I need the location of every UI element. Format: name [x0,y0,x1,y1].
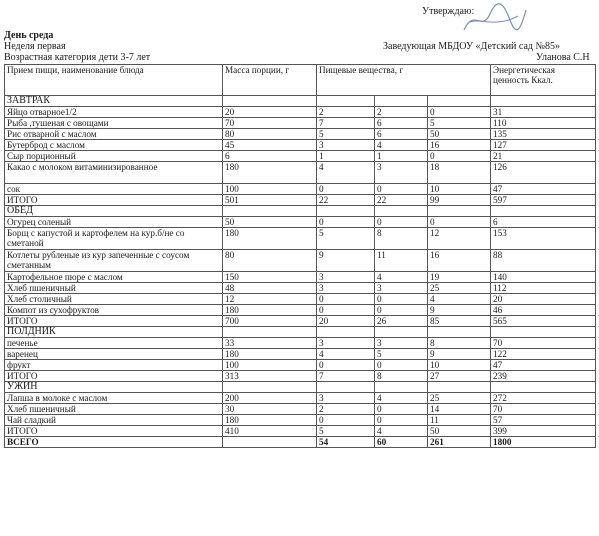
dish-mass: 50 [223,217,317,228]
total-f: 26 [375,316,428,327]
total-e: 239 [491,371,596,382]
total-mass: 313 [223,371,317,382]
dish-fat: 0 [375,404,428,415]
grand-p: 54 [317,437,375,448]
dish-name: Лапша в молоке с маслом [5,393,223,404]
dish-mass: 180 [223,415,317,426]
empty-cell [223,206,317,217]
empty-cell [491,96,596,107]
empty-cell [491,382,596,393]
dish-name: Хлеб пшеничный [5,283,223,294]
dish-name: Борщ с капустой и картофелем на кур.б/не со сметаной [5,228,223,250]
dish-protein: 0 [317,217,375,228]
dish-protein: 2 [317,404,375,415]
total-e: 399 [491,426,596,437]
dish-energy: 88 [491,250,596,272]
dish-mass: 48 [223,283,317,294]
table-row [5,272,596,283]
dish-fat: 8 [375,228,428,250]
dish-carbs: 50 [428,129,491,140]
dish-carbs: 11 [428,415,491,426]
empty-cell [428,206,491,217]
grand-mass [223,437,317,448]
table-row [5,305,596,316]
total-row [5,316,596,327]
dish-fat: 0 [375,217,428,228]
dish-fat: 2 [375,107,428,118]
dish-fat: 4 [375,393,428,404]
total-c: 85 [428,316,491,327]
dish-protein: 3 [317,283,375,294]
total-e: 597 [491,195,596,206]
dish-energy: 153 [491,228,596,250]
dish-protein: 3 [317,272,375,283]
total-mass: 410 [223,426,317,437]
dish-fat: 5 [375,349,428,360]
dish-mass: 33 [223,338,317,349]
dish-protein: 0 [317,415,375,426]
dish-name: варенец [5,349,223,360]
dish-protein: 1 [317,151,375,162]
empty-cell [375,382,428,393]
empty-cell [375,206,428,217]
dish-carbs: 5 [428,118,491,129]
age-label: Возрастная категория дети 3-7 лет [4,52,151,63]
dish-energy: 272 [491,393,596,404]
dish-carbs: 19 [428,272,491,283]
table-row [5,294,596,305]
total-mass: 700 [223,316,317,327]
total-p: 22 [317,195,375,206]
dish-name: фрукт [5,360,223,371]
approve-label: Утверждаю: [422,6,475,17]
section-row [5,327,596,338]
section-title: УЖИН [5,382,223,393]
dish-energy: 110 [491,118,596,129]
dish-energy: 112 [491,283,596,294]
total-label: ИТОГО [5,426,223,437]
dish-protein: 0 [317,360,375,371]
empty-cell [428,382,491,393]
dish-fat: 0 [375,360,428,371]
empty-cell [223,382,317,393]
dish-fat: 0 [375,305,428,316]
total-row [5,371,596,382]
dish-carbs: 9 [428,305,491,316]
dish-mass: 150 [223,272,317,283]
dish-energy: 57 [491,415,596,426]
dish-fat: 4 [375,140,428,151]
dish-protein: 7 [317,118,375,129]
dish-protein: 3 [317,393,375,404]
col-mass: Масса порции, г [223,65,317,96]
dish-name: Какао с молоком витаминизированное [5,162,223,184]
dish-fat: 4 [375,272,428,283]
dish-energy: 20 [491,294,596,305]
dish-energy: 47 [491,184,596,195]
dish-mass: 100 [223,360,317,371]
grand-label: ВСЕГО [5,437,223,448]
table-row [5,151,596,162]
section-title: ПОЛДНИК [5,327,223,338]
dish-mass: 180 [223,228,317,250]
table-row [5,415,596,426]
total-f: 4 [375,426,428,437]
dish-energy: 127 [491,140,596,151]
empty-cell [317,327,375,338]
dish-fat: 11 [375,250,428,272]
head-title: Заведующая МБДОУ «Детский сад №85» [383,41,561,52]
dish-protein: 0 [317,305,375,316]
dish-name: Хлеб пшеничный [5,404,223,415]
dish-energy: 135 [491,129,596,140]
dish-energy: 122 [491,349,596,360]
total-c: 50 [428,426,491,437]
dish-carbs: 16 [428,250,491,272]
dish-protein: 3 [317,338,375,349]
dish-energy: 31 [491,107,596,118]
total-p: 20 [317,316,375,327]
empty-cell [428,96,491,107]
section-row [5,96,596,107]
dish-mass: 6 [223,151,317,162]
empty-cell [317,382,375,393]
dish-name: Рыба ,тушеная с овощами [5,118,223,129]
dish-fat: 6 [375,129,428,140]
dish-carbs: 0 [428,107,491,118]
signature-icon [460,2,528,36]
total-label: ИТОГО [5,195,223,206]
dish-mass: 80 [223,129,317,140]
table-row [5,393,596,404]
dish-protein: 2 [317,107,375,118]
total-f: 22 [375,195,428,206]
dish-carbs: 4 [428,294,491,305]
dish-name: Огурец соленый [5,217,223,228]
grand-total-row [5,437,596,448]
dish-energy: 70 [491,338,596,349]
total-p: 5 [317,426,375,437]
table-row [5,184,596,195]
empty-cell [491,206,596,217]
table-row [5,107,596,118]
dish-protein: 4 [317,162,375,184]
total-label: ИТОГО [5,371,223,382]
table-row [5,283,596,294]
table-row [5,250,596,272]
grand-f: 60 [375,437,428,448]
dish-carbs: 9 [428,349,491,360]
section-row [5,382,596,393]
dish-fat: 3 [375,338,428,349]
table-row [5,118,596,129]
dish-energy: 140 [491,272,596,283]
dish-protein: 5 [317,228,375,250]
col-nutrients: Пищевые вещества, г [317,65,491,96]
dish-protein: 0 [317,184,375,195]
dish-carbs: 25 [428,283,491,294]
section-title: ОБЕД [5,206,223,217]
dish-fat: 1 [375,151,428,162]
dish-fat: 0 [375,294,428,305]
dish-fat: 0 [375,184,428,195]
dish-carbs: 0 [428,217,491,228]
dish-mass: 70 [223,118,317,129]
dish-protein: 3 [317,140,375,151]
dish-mass: 200 [223,393,317,404]
table-row [5,228,596,250]
total-c: 27 [428,371,491,382]
dish-carbs: 0 [428,151,491,162]
dish-mass: 12 [223,294,317,305]
dish-name: сок [5,184,223,195]
total-row [5,195,596,206]
dish-name: Картофельное пюре с маслом [5,272,223,283]
dish-fat: 0 [375,415,428,426]
dish-name: Хлеб столичный [5,294,223,305]
dish-name: Рис отварной с маслом [5,129,223,140]
empty-cell [375,327,428,338]
dish-carbs: 18 [428,162,491,184]
dish-protein: 0 [317,294,375,305]
dish-protein: 4 [317,349,375,360]
dish-mass: 45 [223,140,317,151]
empty-cell [317,96,375,107]
dish-name: Сыр порционный [5,151,223,162]
dish-mass: 180 [223,305,317,316]
dish-protein: 9 [317,250,375,272]
dish-protein: 5 [317,129,375,140]
dish-energy: 47 [491,360,596,371]
dish-carbs: 10 [428,184,491,195]
menu-table [4,64,596,448]
dish-energy: 46 [491,305,596,316]
dish-carbs: 16 [428,140,491,151]
week-label: Неделя первая [4,41,66,52]
total-e: 565 [491,316,596,327]
total-f: 8 [375,371,428,382]
dish-mass: 30 [223,404,317,415]
table-row [5,404,596,415]
dish-name: печенье [5,338,223,349]
empty-cell [223,96,317,107]
dish-mass: 180 [223,349,317,360]
section-title: ЗАВТРАК [5,96,223,107]
dish-energy: 70 [491,404,596,415]
dish-fat: 3 [375,283,428,294]
dish-name: Бутерброд с маслом [5,140,223,151]
empty-cell [223,327,317,338]
table-row [5,140,596,151]
dish-energy: 126 [491,162,596,184]
table-row [5,338,596,349]
grand-e: 1800 [491,437,596,448]
dish-fat: 6 [375,118,428,129]
total-c: 99 [428,195,491,206]
dish-mass: 20 [223,107,317,118]
col-energy: Энергетическая ценность Ккал. [491,65,596,96]
table-row [5,162,596,184]
dish-carbs: 8 [428,338,491,349]
dish-energy: 6 [491,217,596,228]
total-label: ИТОГО [5,316,223,327]
dish-carbs: 10 [428,360,491,371]
empty-cell [491,327,596,338]
empty-cell [317,206,375,217]
head-name: Уланова С.Н [536,52,590,63]
dish-name: Яйцо отварное1/2 [5,107,223,118]
total-row [5,426,596,437]
dish-carbs: 14 [428,404,491,415]
dish-name: Котлеты рубленые из кур запеченные с соусом сметанным [5,250,223,272]
table-row [5,217,596,228]
table-row [5,360,596,371]
dish-mass: 80 [223,250,317,272]
dish-name: Компот из сухофруктов [5,305,223,316]
col-meal: Прием пищи, наименование блюда [5,65,223,96]
empty-cell [375,96,428,107]
dish-name: Чай сладкий [5,415,223,426]
grand-c: 261 [428,437,491,448]
dish-mass: 180 [223,162,317,184]
dish-energy: 21 [491,151,596,162]
total-mass: 501 [223,195,317,206]
empty-cell [428,327,491,338]
dish-carbs: 25 [428,393,491,404]
table-row [5,129,596,140]
dish-fat: 3 [375,162,428,184]
dish-mass: 100 [223,184,317,195]
dish-carbs: 12 [428,228,491,250]
total-p: 7 [317,371,375,382]
table-row [5,349,596,360]
day-label: День среда [4,30,54,41]
section-row [5,206,596,217]
